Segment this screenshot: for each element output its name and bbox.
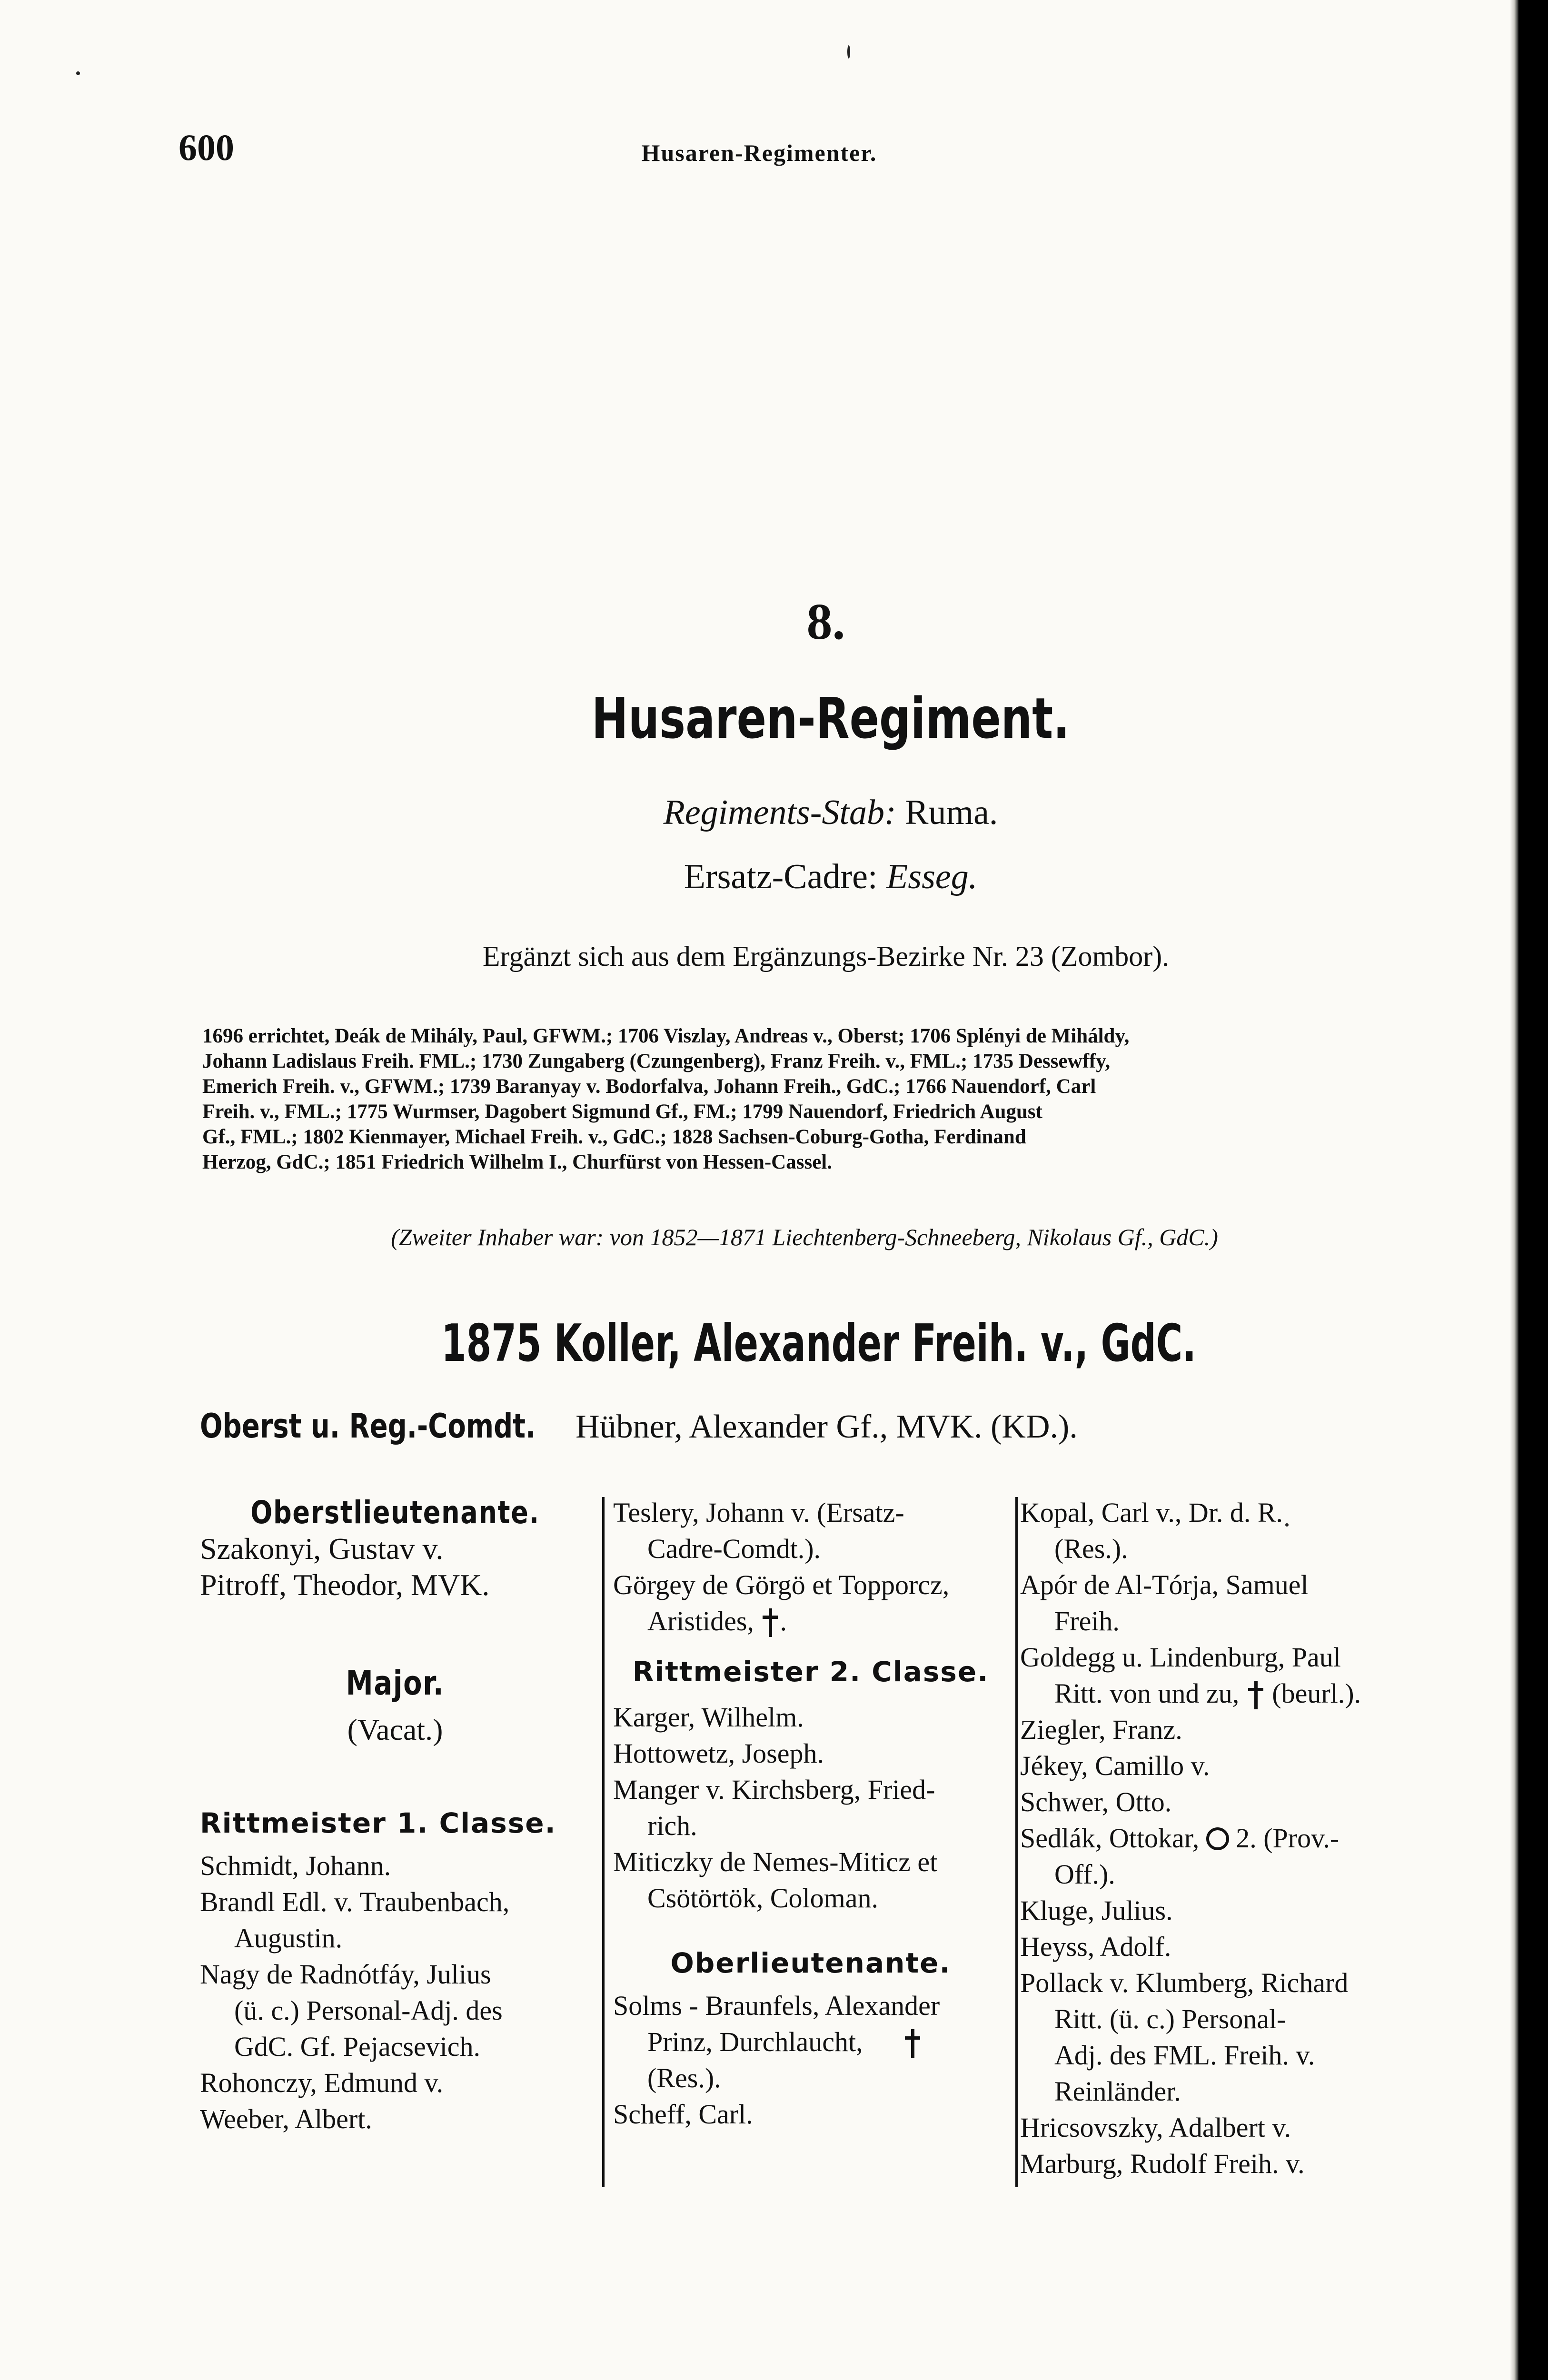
list-item: Solms - Braunfels, Alexander (613, 1990, 940, 2021)
list-item: Apór de Al-Tórja, Samuel (1020, 1569, 1309, 1600)
list-item-text: Ritt. von und zu, (1054, 1678, 1240, 1709)
section-title-oberstlieutenante: Oberstlieutenante. (250, 1494, 540, 1531)
list-item: Cadre-Comdt.). (647, 1533, 821, 1564)
section-title-major: Major. (346, 1664, 445, 1703)
circle-icon (1206, 1827, 1229, 1850)
list-item (1020, 1820, 1496, 1856)
cross-icon (761, 1608, 780, 1637)
cross-icon (903, 2029, 922, 2058)
list-item: (Res.). (647, 2063, 721, 2093)
list-item: Schmidt, Johann. (200, 1850, 391, 1881)
list-item: Csötörtök, Coloman. (647, 1883, 878, 1914)
stab-label: Regiments-Stab: (663, 793, 896, 832)
section-title-rittmeister-2: Rittmeister 2. Classe. (632, 1656, 989, 1688)
scan-border (1518, 0, 1548, 2380)
list-item: (Res.). (1054, 1533, 1128, 1564)
regiment-title: Husaren-Regiment. (591, 685, 1070, 751)
list-item: rich. (647, 1810, 697, 1841)
list-item: Pitroff, Theodor, MVK. (200, 1568, 490, 1602)
speck (847, 45, 850, 59)
list-item: Kluge, Julius. (1020, 1895, 1173, 1926)
list-item: Karger, Wilhelm. (613, 1702, 804, 1733)
page-number: 600 (179, 127, 234, 168)
speck (76, 71, 80, 75)
major-vacat: (Vacat.) (347, 1713, 443, 1746)
history-line: Gf., FML.; 1802 Kienmayer, Michael Freih. v., GdC.; 1828 Sachsen-Coburg-Gotha, Ferdinand (202, 1126, 1026, 1148)
list-item: Pollack v. Klumberg, Richard (1020, 1967, 1349, 1998)
column-1 (200, 1495, 590, 2137)
list-item (1020, 1676, 1496, 1712)
history-line: Freih. v., FML.; 1775 Wurmser, Dagobert Sigmund Gf., FM.; 1799 Nauendorf, Friedrich August (202, 1101, 1042, 1123)
list-item: Kopal, Carl v., Dr. d. R. (1020, 1497, 1283, 1528)
page-edge (1510, 0, 1518, 2380)
list-item: Manger v. Kirchsberg, Fried- (613, 1774, 935, 1805)
list-item: Augustin. (234, 1923, 343, 1954)
column-2 (613, 1495, 1008, 2132)
list-item: Rohonczy, Edmund v. (200, 2067, 444, 2098)
inhaber-line: 1875 Koller, Alexander Freih. v., GdC. (441, 1314, 1196, 1373)
history-line: 1696 errichtet, Deák de Mihály, Paul, GFWM.; 1706 Viszlay, Andreas v., Oberst; 1706 Splényi de Miháldy, (202, 1025, 1130, 1047)
column-divider (602, 1497, 605, 2187)
list-item: Teslery, Johann v. (Ersatz- (613, 1497, 904, 1528)
list-item-text: Sedlák, Ottokar, (1020, 1823, 1200, 1854)
stab-place: Ruma. (905, 793, 998, 832)
regiment-number: 8. (806, 594, 845, 650)
list-item: Brandl Edl. v. Traubenbach, (200, 1886, 510, 1917)
list-item: Reinländer. (1054, 2076, 1181, 2107)
list-item: Marburg, Rudolf Freih. v. (1020, 2148, 1305, 2179)
ersatz-label: Ersatz-Cadre: (684, 857, 878, 896)
history-line: Emerich Freih. v., GFWM.; 1739 Baranyay v. Bodorfalva, Johann Freih., GdC.; 1766 Nauendorf, Carl (202, 1075, 1096, 1098)
list-item: Adj. des FML. Freih. v. (1054, 2040, 1315, 2071)
list-item: Miticzky de Nemes-Miticz et (613, 1846, 938, 1877)
list-item: Hricsovszky, Adalbert v. (1020, 2112, 1291, 2143)
oberst-line (200, 1407, 1078, 1446)
list-item: Ziegler, Franz. (1020, 1714, 1182, 1745)
oberst-label: Oberst u. Reg.-Comdt. (200, 1407, 536, 1446)
list-item: Off.). (1054, 1859, 1115, 1890)
list-item-text: 2. (Prov.- (1236, 1823, 1340, 1854)
list-item: Jékey, Camillo v. (1020, 1750, 1210, 1781)
list-item-text: (beurl.). (1272, 1678, 1361, 1709)
oberst-name: Hübner, Alexander Gf., MVK. (KD.). (576, 1408, 1078, 1445)
list-item: Goldegg u. Lindenburg, Paul (1020, 1642, 1341, 1673)
second-owner-note: (Zweiter Inhaber war: von 1852—1871 Liechtenberg-Schneeberg, Nikolaus Gf., GdC.) (391, 1224, 1218, 1250)
list-item: Weeber, Albert. (200, 2103, 372, 2134)
list-item: Görgey de Görgö et Topporcz, (613, 1569, 950, 1600)
regiments-stab (0, 793, 1518, 833)
list-item: Freih. (1054, 1606, 1120, 1636)
column-divider (1015, 1497, 1018, 2187)
list-item: Ritt. (ü. c.) Personal- (1054, 2003, 1286, 2034)
section-title-oberlieutenante: Oberlieutenante. (670, 1947, 951, 1979)
ergaenzt-line: Ergänzt sich aus dem Ergänzungs-Bezirke Nr. 23 (Zombor). (482, 941, 1170, 972)
list-item: Heyss, Adolf. (1020, 1931, 1171, 1962)
list-item: (ü. c.) Personal-Adj. des (234, 1995, 503, 2026)
history-line: Johann Ladislaus Freih. FML.; 1730 Zungaberg (Czungenberg), Franz Freih. v., FML.; 1735 Dessewffy, (202, 1050, 1111, 1072)
list-item: GdC. Gf. Pejacsevich. (234, 2031, 481, 2062)
history-paragraph (202, 1023, 1421, 1175)
list-item: Schwer, Otto. (1020, 1786, 1172, 1817)
list-item-text: Aristides, (647, 1606, 754, 1636)
list-item: Aristides, . (647, 1606, 787, 1636)
list-item: Nagy de Radnótfáy, Julius (200, 1959, 491, 1990)
running-title: Husaren-Regimenter. (641, 139, 877, 166)
section-title-rittmeister-1: Rittmeister 1. Classe. (200, 1807, 556, 1839)
column-3 (1020, 1495, 1496, 2182)
history-line: Herzog, GdC.; 1851 Friedrich Wilhelm I., Churfürst von Hessen-Cassel. (202, 1151, 832, 1173)
ersatz-place: Esseg. (886, 857, 978, 896)
cross-icon (1246, 1681, 1265, 1709)
list-item: Scheff, Carl. (613, 2099, 753, 2130)
list-item-text: Prinz, Durchlaucht, (647, 2026, 863, 2057)
list-item (613, 2024, 1008, 2060)
list-item: Szakonyi, Gustav v. (200, 1532, 444, 1566)
list-item: Hottowetz, Joseph. (613, 1738, 824, 1769)
ersatz-cadre (0, 857, 1518, 897)
